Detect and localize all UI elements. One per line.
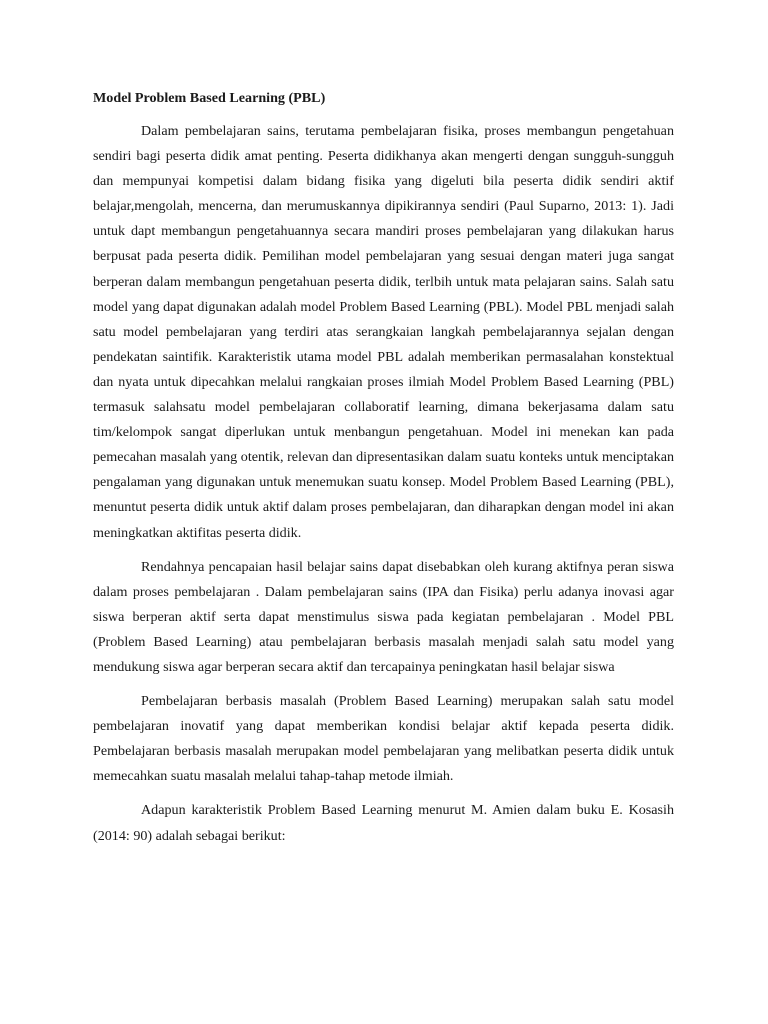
document-body (93, 86, 674, 858)
paragraph-1: Dalam pembelajaran sains, terutama pembelajaran fisika, proses membangun pengetahuan sendiri bagi peserta didik amat penting. Peserta didikhanya akan mengerti dengan sungguh-sungguh dan mempunyai kompetisi dalam bidang fisika yang digeluti bila peserta didik sendiri aktif belajar,mengolah, mencerna, dan merumuskannya dipikirannya sendiri (Paul Suparno, 2013: 1). Jadi untuk dapt membangun pengetahuannya secara mandiri proses pembelajaran yang dilakukan harus berpusat pada peserta didik. Pemilihan model pembelajaran yang sesuai dengan materi juga sangat berperan dalam membangun pengetahuan peserta didik, terlbih untuk mata pelajaran sains. Salah satu model yang dapat digunakan adalah model Problem Based Learning (PBL). Model PBL menjadi salah satu model pembelajaran yang terdiri atas serangkaian langkah pembelajarannya sejalan dengan pendekatan saintifik. Karakteristik utama model PBL adalah memberikan permasalahan konstektual dan nyata untuk dipecahkan melalui rangkaian proses ilmiah Model Problem Based Learning (PBL) termasuk salahsatu model pembelajaran collaboratif learning, dimana bekerjasama dalam satu tim/kelompok sangat diperlukan untuk menbangun pengetahuan. Model ini menekan kan pada pemecahan masalah yang otentik, relevan dan dipresentasikan dalam suatu konteks untuk menciptakan pengalaman yang digunakan untuk menemukan suatu konsep. Model Problem Based Learning (PBL), menuntut peserta didik untuk aktif dalam proses pembelajaran, dan diharapkan dengan model ini akan meningkatkan aktifitas peserta didik. (93, 123, 674, 541)
paragraph-4: Adapun karakteristik Problem Based Learning menurut M. Amien dalam buku E. Kosasih (2014: 90) adalah sebagai berikut: (93, 802, 674, 844)
paragraph-2: Rendahnya pencapaian hasil belajar sains dapat disebabkan oleh kurang aktifnya peran siswa dalam proses pembelajaran . Dalam pembelajaran sains (IPA dan Fisika) perlu adanya inovasi agar siswa berperan aktif serta dapat menstimulus siswa pada kegiatan pembelajaran . Model PBL (Problem Based Learning) atau pembelajaran berbasis masalah menjadi salah satu model yang mendukung siswa agar berperan secara aktif dan tercapainya peningkatan hasil belajar siswa (93, 558, 674, 675)
paragraph-3: Pembelajaran berbasis masalah (Problem Based Learning) merupakan salah satu model pembelajaran inovatif yang dapat memberikan kondisi belajar aktif kepada peserta didik. Pembelajaran berbasis masalah merupakan model pembelajaran yang melibatkan peserta didik untuk memecahkan suatu masalah melalui tahap-tahap metode ilmiah. (93, 693, 674, 785)
document-title: Model Problem Based Learning (PBL) (93, 90, 326, 106)
